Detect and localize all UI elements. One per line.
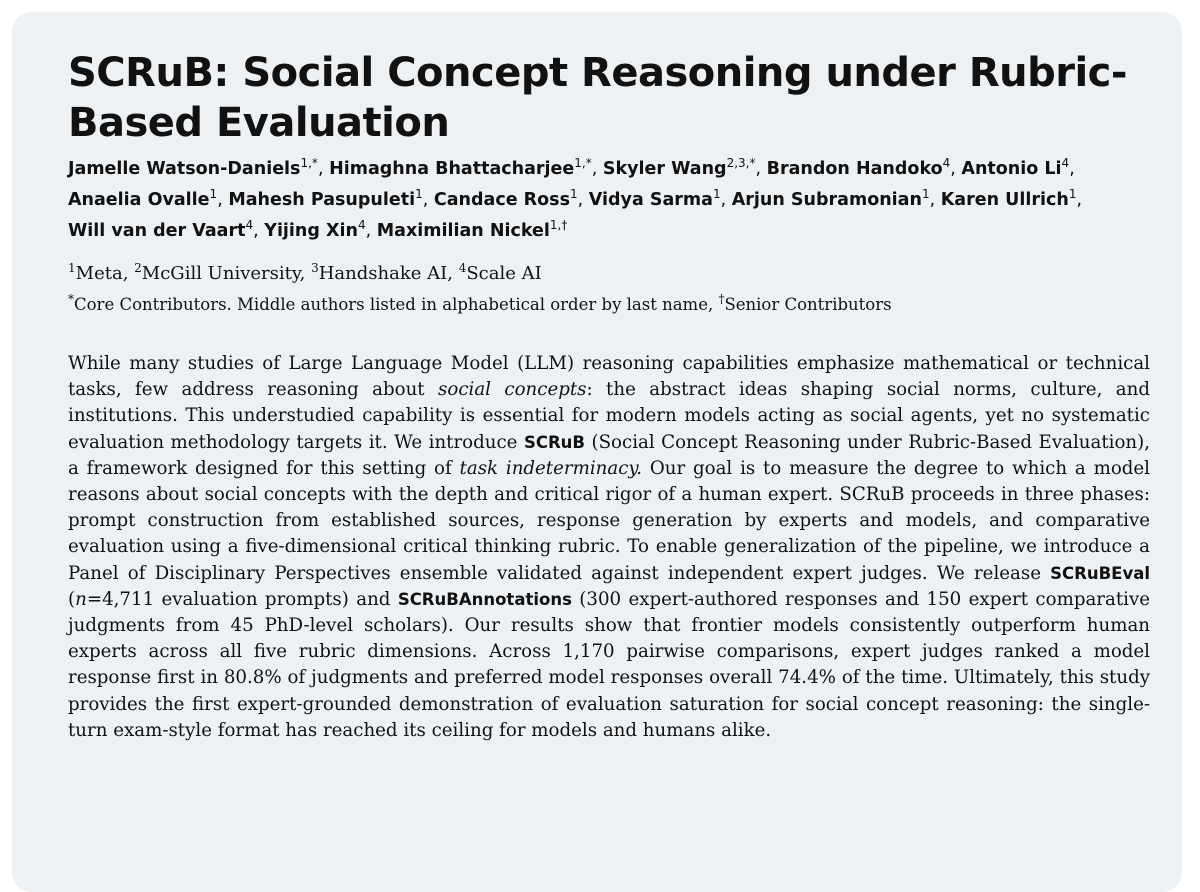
author-list: Jamelle Watson-Daniels$^{1,*}$, Himaghna Bhattacharjee$^{1,*}$, Skyler Wang$^{2,3,*}$, Brandon Handoko$^4$, Antonio Li$^4$, Anaelia Ovalle$^1$, Mahesh Pasupuleti$^1$, Candace Ross$^1$, Vidya Sarma$^1$, Arjun Subramonian$^1$, Karen Ullrich$^1$, Will van der Vaart$^4$, Yijing Xin$^4$, Maximilian Nickel$^{1,\dagger}$ (68, 156, 1083, 241)
scrub-name: SCRuB (523, 432, 585, 452)
scrub-eval-name: SCRuBEval (1050, 563, 1150, 583)
author: Candace Ross$^1$ (433, 187, 578, 210)
author: Mahesh Pasupuleti$^1$ (228, 187, 423, 210)
author: Maximilian Nickel$^{1,\dagger}$ (376, 218, 568, 241)
author: Will van der Vaart$^4$ (68, 218, 254, 241)
author: Jamelle Watson-Daniels$^{1,*}$ (68, 156, 318, 179)
affiliations: $^1$Meta, $^2$McGill University, $^3$Handshake AI, $^4$Scale AI (68, 261, 542, 284)
author: Yijing Xin$^4$ (264, 218, 366, 241)
author: Karen Ullrich$^1$ (940, 187, 1077, 210)
author: Brandon Handoko$^4$ (766, 156, 951, 179)
author: Vidya Sarma$^1$ (588, 187, 721, 210)
paper-card (12, 12, 1182, 892)
author: Skyler Wang$^{2,3,*}$ (602, 156, 756, 179)
author: Himaghna Bhattacharjee$^{1,*}$ (329, 156, 592, 179)
paper-content (68, 48, 1158, 744)
paper-title: SCRuB: Social Concept Reasoning under Rubric-Based Evaluation (68, 50, 1127, 146)
author: Anaelia Ovalle$^1$ (68, 187, 218, 210)
author: Arjun Subramonian$^1$ (731, 187, 930, 210)
scrub-annotations-name: SCRuBAnnotations (397, 589, 572, 609)
abstract: While many studies of Large Language Model (LLM) reasoning capabilities emphasize mathematical or technical tasks, few address reasoning about social concepts: the abstract ideas shaping social norms, culture, and institutions. This understudied capability is essential for modern models acting as social agents, yet no systematic evaluation methodology targets it. We introduce SCRuB (Social Concept Reasoning under Rubric-Based Evaluation), a framework designed for this setting of task indeterminacy. Our goal is to measure the degree to which a model reasons about social concepts with the depth and critical rigor of a human expert. SCRuB proceeds in three phases: prompt construction from established sources, response generation by experts and models, and comparative evaluation using a five-dimensional critical thinking rubric. To enable generalization of the pipeline, we introduce a Panel of Disciplinary Perspectives ensemble validated against independent expert judges. We release SCRuBEval (n=4,711 evaluation prompts) and SCRuBAnnotations (300 expert-authored responses and 150 expert comparative judgments from 45 PhD-level scholars). Our results show that frontier models consistently outperform human experts across all five rubric dimensions. Across 1,170 pairwise comparisons, expert judges ranked a model response first in 80.8% of judgments and preferred model responses overall 74.4% of the time. Ultimately, this study provides the first expert-grounded demonstration of evaluation saturation for social concept reasoning: the single-turn exam-style format has reached its ceiling for models and humans alike. (68, 353, 1151, 741)
contributors-note: *Core Contributors. Middle authors listed in alphabetical order by last name, †Senior Contributors (68, 292, 892, 314)
author: Antonio Li$^4$ (961, 156, 1070, 179)
